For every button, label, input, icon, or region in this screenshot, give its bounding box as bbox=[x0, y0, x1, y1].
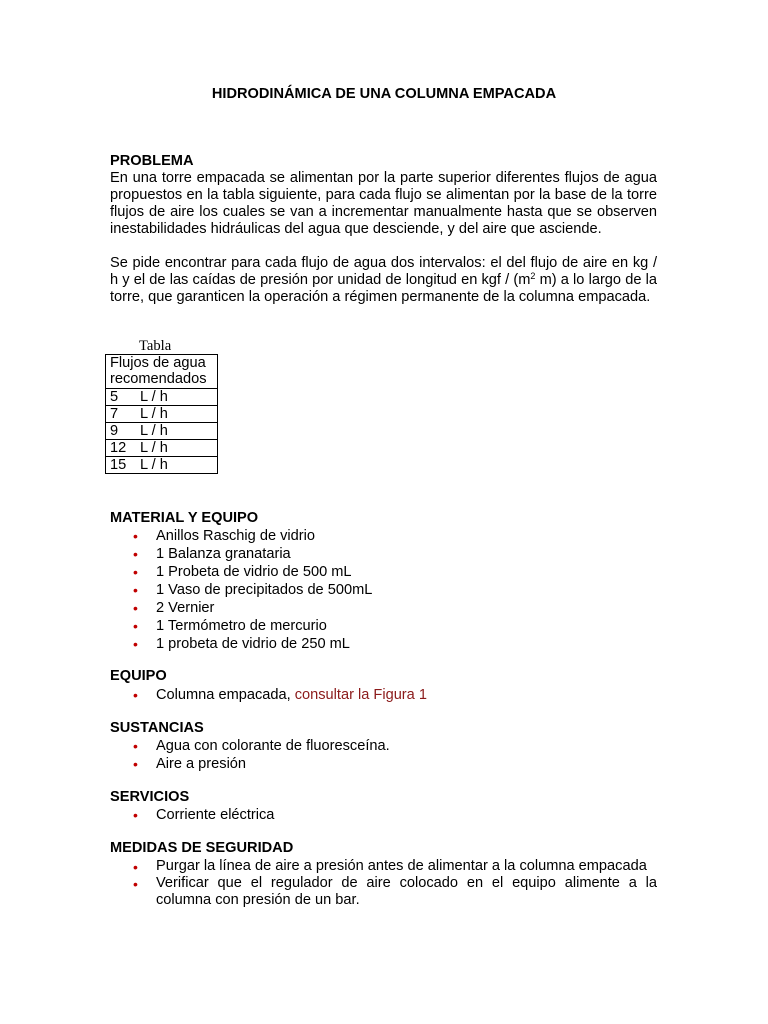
table-row bbox=[106, 457, 218, 474]
table-row bbox=[106, 389, 218, 406]
bullet-icon: • bbox=[133, 807, 138, 823]
equipo-list bbox=[110, 686, 657, 704]
flow-unit: L / h bbox=[140, 389, 168, 405]
list-item: • 2 Vernier bbox=[133, 600, 215, 616]
problema-paragraph-2-a: Se pide encontrar para cada flujo de agua dos intervalos: el del flujo de aire en kg / h y el de las caídas de presión por unidad de longitud en kgf / (m bbox=[110, 255, 657, 288]
table-header-line-2: recomendados bbox=[110, 371, 207, 387]
figure-1-link[interactable]: consultar la Figura 1 bbox=[294, 687, 427, 703]
list-item: • Agua con colorante de fluoresceína. bbox=[133, 738, 390, 754]
bullet-icon: • bbox=[133, 528, 138, 544]
list-item: • 1 Balanza granataria bbox=[133, 546, 291, 562]
bullet-icon: • bbox=[133, 618, 138, 634]
seguridad-list bbox=[110, 858, 657, 909]
list-item: • Aire a presión bbox=[133, 756, 247, 772]
flow-value: 5 bbox=[110, 389, 119, 405]
bullet-icon: • bbox=[133, 756, 138, 772]
flow-value: 15 bbox=[110, 457, 127, 473]
list-item: • 1 Vaso de precipitados de 500mL bbox=[133, 582, 373, 598]
flow-value: 12 bbox=[110, 440, 127, 456]
flow-unit: L / h bbox=[140, 423, 168, 439]
list-item: • 1 Probeta de vidrio de 500 mL bbox=[133, 564, 352, 580]
problema-heading: PROBLEMA bbox=[110, 153, 194, 169]
superscript-2: 2 bbox=[530, 271, 536, 281]
list-item bbox=[110, 686, 657, 704]
bullet-icon: • bbox=[133, 738, 138, 754]
list-item: • Verificar que el regulador de aire colocado en el equipo alimente a la columna con presión de un bar. bbox=[133, 875, 657, 908]
material-list bbox=[110, 527, 657, 653]
table-header-row bbox=[106, 355, 218, 389]
list-item: • Anillos Raschig de vidrio bbox=[133, 528, 315, 544]
list-item: • 1 probeta de vidrio de 250 mL bbox=[133, 636, 350, 652]
flow-value: 9 bbox=[110, 423, 119, 439]
bullet-icon: • bbox=[133, 687, 138, 703]
problema-paragraph-2-b: m) a lo largo de la torre, que garanticen la operación a régimen permanente de la columna empacada. bbox=[110, 272, 657, 305]
bullet-icon: • bbox=[133, 582, 138, 598]
table-header-line-1: Flujos de agua bbox=[110, 355, 206, 371]
list-item: • Purgar la línea de aire a presión antes de alimentar a la columna empacada bbox=[133, 858, 647, 875]
bullet-icon: • bbox=[133, 859, 138, 875]
water-flow-table bbox=[105, 354, 218, 474]
bullet-icon: • bbox=[133, 564, 138, 580]
flow-unit: L / h bbox=[140, 406, 168, 422]
table-row bbox=[106, 423, 218, 440]
servicios-heading: SERVICIOS bbox=[110, 789, 190, 805]
flow-unit: L / h bbox=[140, 440, 168, 456]
seguridad-heading: MEDIDAS DE SEGURIDAD bbox=[110, 840, 294, 856]
table-caption: Tabla bbox=[139, 338, 172, 354]
bullet-icon: • bbox=[133, 876, 138, 892]
table-row bbox=[106, 440, 218, 457]
bullet-icon: • bbox=[133, 546, 138, 562]
bullet-icon: • bbox=[133, 600, 138, 616]
equipo-heading: EQUIPO bbox=[110, 668, 167, 684]
flow-value: 7 bbox=[110, 406, 119, 422]
material-heading: MATERIAL Y EQUIPO bbox=[110, 510, 259, 526]
servicios-list bbox=[110, 806, 657, 824]
sustancias-heading: SUSTANCIAS bbox=[110, 720, 204, 736]
list-item: • 1 Termómetro de mercurio bbox=[133, 618, 327, 634]
equipo-item-text: Columna empacada, bbox=[156, 687, 295, 703]
table-header-cell bbox=[106, 355, 218, 389]
document-title: HIDRODINÁMICA DE UNA COLUMNA EMPACADA bbox=[211, 86, 557, 102]
problema-paragraph-1: En una torre empacada se alimentan por la parte superior diferentes flujos de agua propuestos en la tabla siguiente, para cada flujo se alimentan por la base de la torre flujos de aire los cuales se van a incrementar manualmente hasta que se observen inestabilidades hidráulicas del agua que desciende, y del aire que asciende. bbox=[110, 170, 657, 237]
table-row bbox=[106, 406, 218, 423]
flow-unit: L / h bbox=[140, 457, 168, 473]
sustancias-list bbox=[110, 737, 657, 773]
list-item: • Corriente eléctrica bbox=[133, 807, 275, 823]
bullet-icon: • bbox=[133, 636, 138, 652]
problema-paragraph-2 bbox=[110, 255, 657, 306]
